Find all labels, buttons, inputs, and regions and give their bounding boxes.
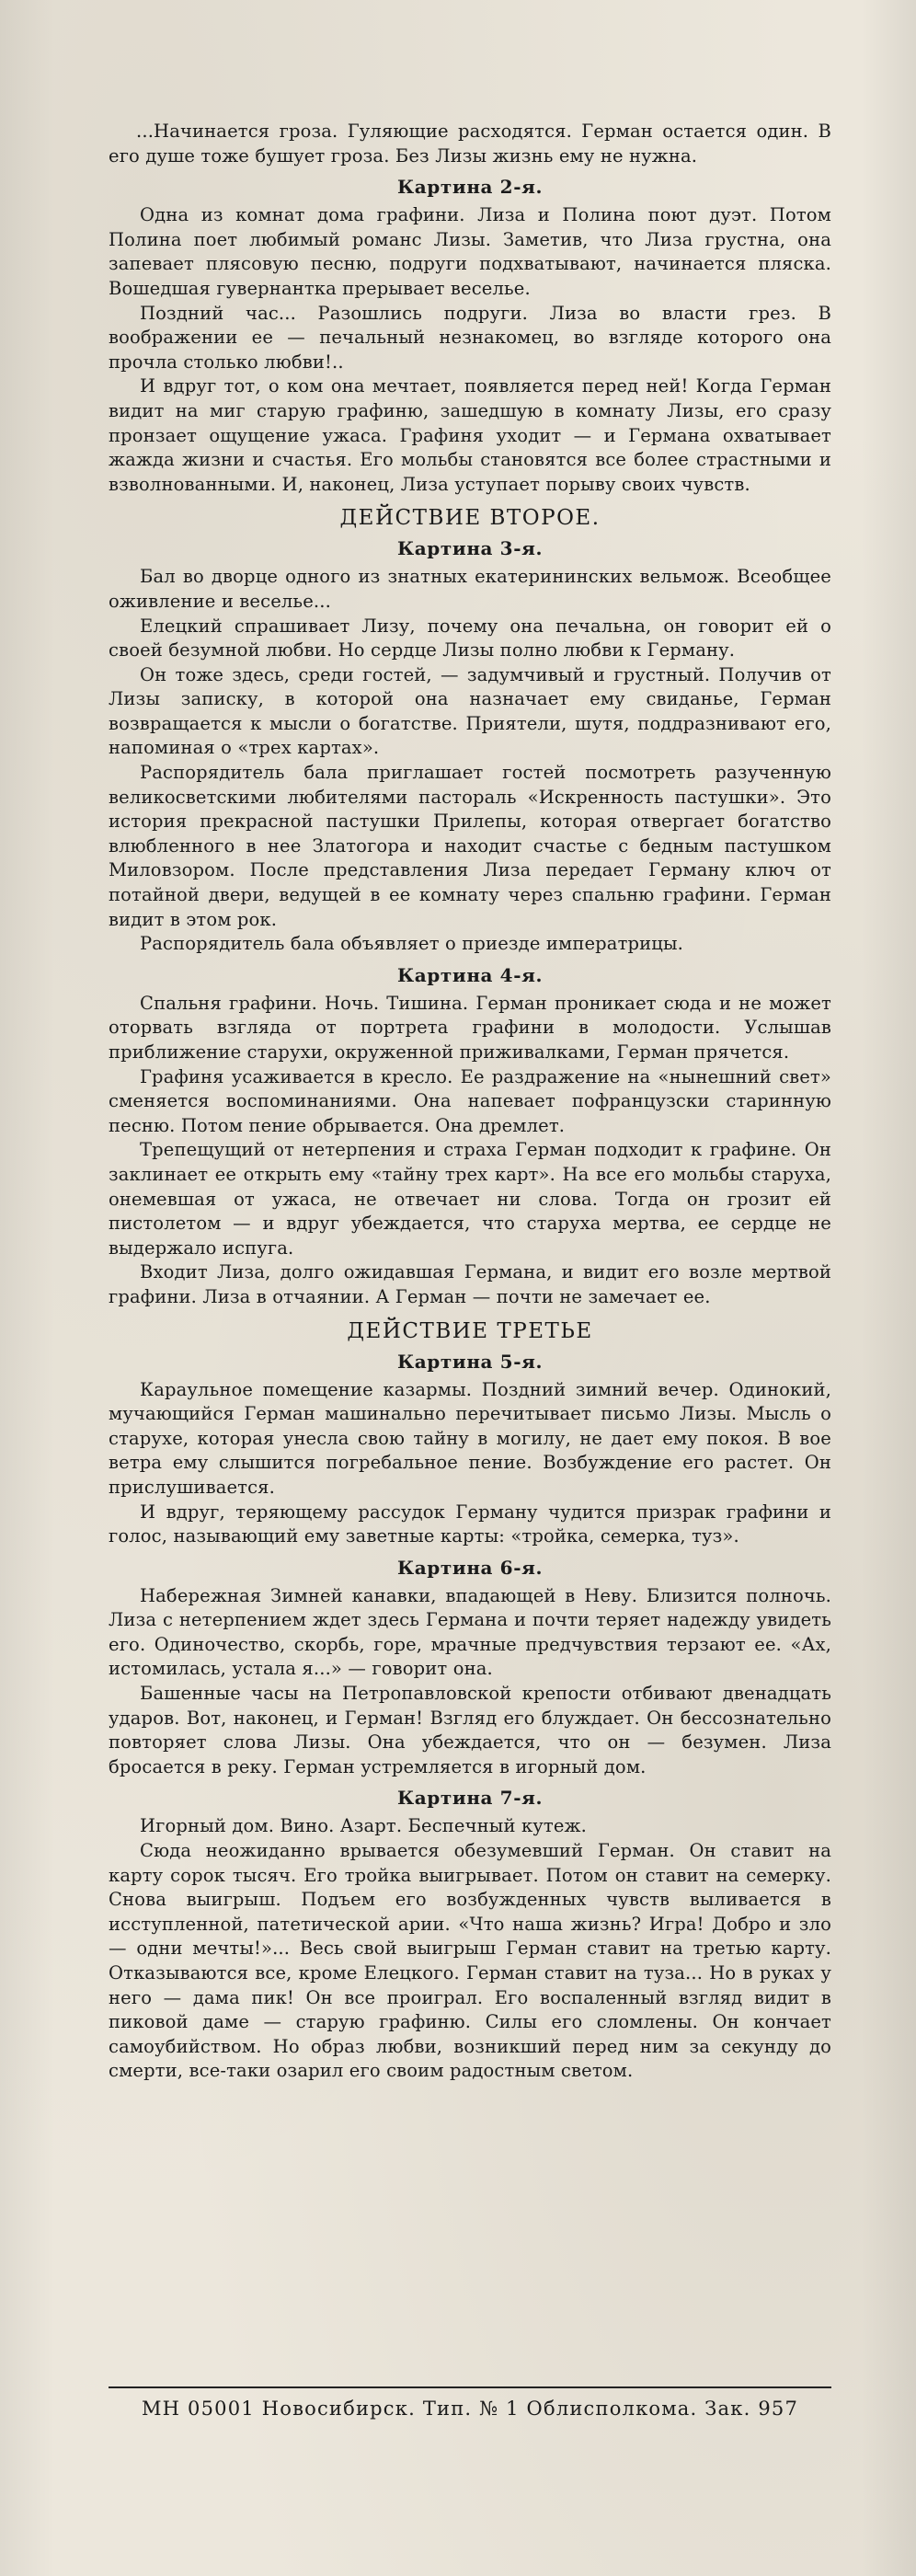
paragraph: Трепещущий от нетерпения и страха Герман подходит к графине. Он заклинает ее открыть ему «тайну трех карт». На все его мольбы старуха, онемевшая от ужаса, не отвечает ни слова. Тогда он грозит ей пистолетом — и вдруг убеждается, что старуха мертва, ее сердце не выдержало испуга.: [109, 1139, 831, 1259]
paragraph: Караульное помещение казармы. Поздний зимний вечер. Одинокий, мучающийся Герман машинально перечитывает письмо Лизы. Мысль о старухе, которая унесла свою тайну в могилу, не дает ему покоя. В вое ветра ему слышится погребальное пение. Возбуждение его растет. Он прислушивается.: [109, 1378, 831, 1498]
paragraph: Распорядитель бала объявляет о приезде императрицы.: [140, 933, 684, 955]
paragraph: Графиня усаживается в кресло. Ее раздражение на «нынешний свет» сменяется воспоминаниями. Она напевает пофранцузски старинную песню. Потом пение обрывается. Она дремлет.: [109, 1065, 831, 1136]
print-imprint: МН 05001 Новосибирск. Тип. № 1 Облисполкома. Зак. 957: [109, 2386, 831, 2420]
intro-section: [109, 120, 831, 168]
paragraph: ...Начинается гроза. Гуляющие расходятся. Герман остается один. В его душе тоже бушует гроза. Без Лизы жизнь ему не нужна.: [109, 121, 831, 167]
scene-7-title: Картина 7-я.: [396, 1787, 544, 1810]
paragraph: Набережная Зимней канавки, впадающей в Неву. Близится полночь. Лиза с нетерпением ждет здесь Германа и почти теряет надежду увидеть его. Одиночество, скорбь, горе, мрачные предчувствия терзают ее. «Ах, истомилась, устала я...» — говорит она.: [109, 1584, 831, 1680]
paragraph: И вдруг, теряющему рассудок Герману чудится призрак графини и голос, называющий ему заветные карты: «тройка, семерка, туз».: [109, 1501, 831, 1547]
paragraph: Он тоже здесь, среди гостей, — задумчивый и грустный. Получив от Лизы записку, в которой она назначает ему свиданье, Герман возвращается к мысли о богатстве. Приятели, шутя, поддразнивают его, напоминая о «трех картах».: [109, 663, 831, 759]
scene-4-section: [109, 964, 831, 1310]
scene-2-section: [109, 176, 831, 497]
scene-3-section: [109, 537, 831, 957]
scene-5-title: Картина 5-я.: [396, 1350, 544, 1373]
paragraph: Одна из комнат дома графини. Лиза и Полина поют дуэт. Потом Полина поет любимый романс Лизы. Заметив, что Лиза грустна, она запевает плясовую песню, подруги подхватывают, начинается пляска. Вошедшая гувернантка прерывает веселье.: [109, 204, 831, 299]
paragraph: Сюда неожиданно врывается обезумевший Герман. Он ставит на карту сорок тысяч. Его тройка выигрывает. Потом он ставит на семерку. Снова выигрыш. Подъем его возбужденных чувств выливается в исступленной, патетической арии. «Что наша жизнь? Игра! Добро и зло — одни мечты!»... Весь свой выигрыш Герман ставит на третью карту. Отказываются все, кроме Елецкого. Герман ставит на туза... Но в руках у него — дама пик! Он все проиграл. Его воспаленный взгляд видит в пиковой даме — старую графиню. Силы его сломлены. Он кончает самоубийством. Но образ любви, возникший перед ним за секунду до смерти, все-таки озарил его своим радостным светом.: [109, 1840, 831, 2082]
paragraph: Башенные часы на Петропавловской крепости отбивают двенадцать ударов. Вот, наконец, и Герман! Взгляд его блуждает. Он бессознательно повторяет слова Лизы. Она убеждается, что он — безумен. Лиза бросается в реку. Герман устремляется в игорный дом.: [109, 1683, 831, 1777]
scene-5-section: [109, 1351, 831, 1549]
act-2-title: ДЕЙСТВИЕ ВТОРОЕ.: [339, 506, 601, 531]
paragraph: Игорный дом. Вино. Азарт. Беспечный кутеж.: [140, 1815, 587, 1837]
scene-6-section: [109, 1557, 831, 1780]
scene-6-title: Картина 6-я.: [396, 1556, 544, 1579]
scene-2-title: Картина 2-я.: [396, 176, 544, 199]
paragraph: Поздний час... Разошлись подруги. Лиза во власти грез. В воображении ее — печальный незнакомец, во взгляде которого она прочла столько любви!..: [109, 302, 831, 373]
paragraph: Бал во дворце одного из знатных екатерининских вельмож. Всеобщее оживление и веселье...: [109, 566, 831, 612]
paragraph: Входит Лиза, долго ожидавшая Германа, и видит его возле мертвой графини. Лиза в отчаянии. А Герман — почти не замечает ее.: [109, 1261, 831, 1307]
scene-7-section: [109, 1787, 831, 2084]
paragraph: Спальня графини. Ночь. Тишина. Герман проникает сюда и не может оторвать взгляда от портрета графини в молодости. Услышав приближение старухи, окруженной приживалками, Герман прячется.: [109, 992, 831, 1063]
paragraph: Елецкий спрашивает Лизу, почему она печальна, он говорит ей о своей безумной любви. Но сердце Лизы полно любви к Герману.: [109, 615, 831, 661]
scene-4-title: Картина 4-я.: [396, 963, 544, 986]
paragraph: Распорядитель бала приглашает гостей посмотреть разученную великосветскими любителями пастораль «Искренность пастушки». Это история прекрасной пастушки Прилепы, которая отвергает богатство влюбленного в нее Златогора и находит счастье с бедным пастушком Миловзором. После представления Лиза передает Герману ключ от потайной двери, ведущей в ее комнату через спальню графини. Герман видит в этом рок.: [109, 762, 831, 930]
act-3-title: ДЕЙСТВИЕ ТРЕТЬЕ: [347, 1318, 593, 1343]
scene-3-title: Картина 3-я.: [396, 537, 544, 560]
paragraph: И вдруг тот, о ком она мечтает, появляется перед ней! Когда Герман видит на миг старую графиню, зашедшую в комнату Лизы, его сразу пронзает ощущение ужаса. Графиня уходит — и Германа охватывает жажда жизни и счастья. Его мольбы становятся все более страстными и взволнованными. И, наконец, Лиза уступает порыву своих чувств.: [109, 375, 831, 495]
